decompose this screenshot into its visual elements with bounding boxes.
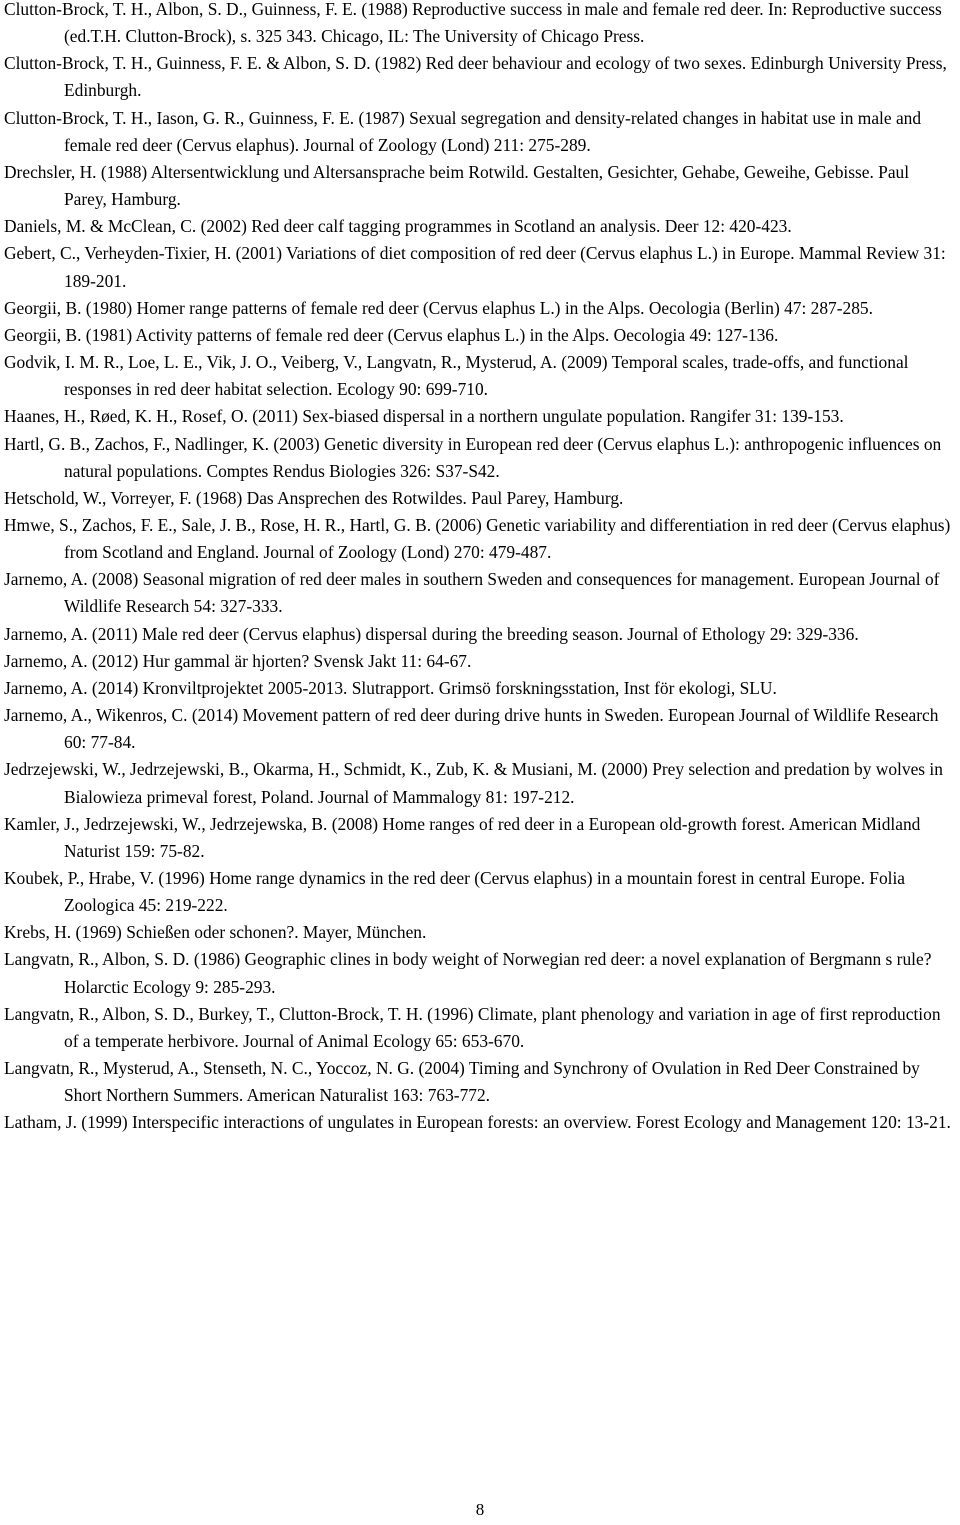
reference-entry: Jarnemo, A. (2012) Hur gammal är hjorten? Svensk Jakt 11: 64-67.: [4, 650, 472, 671]
page-number: 8: [475, 1500, 485, 1519]
reference-entry: Latham, J. (1999) Interspecific interactions of ungulates in European forests: an overview. Forest Ecology and Management 120: 13-21.: [4, 1112, 951, 1133]
reference-entry: Clutton-Brock, T. H., Guinness, F. E. & Albon, S. D. (1982) Red deer behaviour and ecology of two sexes. Edinburgh University Press, Edinburgh.: [4, 53, 947, 101]
reference-entry: Koubek, P., Hrabe, V. (1996) Home range dynamics in the red deer (Cervus elaphus) in a mountain forest in central Europe. Folia Zoologica 45: 219-222.: [4, 868, 906, 916]
reference-entry: Georgii, B. (1981) Activity patterns of female red deer (Cervus elaphus L.) in the Alps. Oecologia 49: 127-136.: [4, 324, 779, 345]
reference-entry: Krebs, H. (1969) Schießen oder schonen?. Mayer, München.: [4, 922, 427, 943]
reference-list: [4, 0, 956, 1137]
reference-entry: Hartl, G. B., Zachos, F., Nadlinger, K. (2003) Genetic diversity in European red deer (Cervus elaphus L.): anthropogenic influences on natural populations. Comptes Rendus Biologies 326: S37-S42.: [4, 433, 942, 481]
reference-entry: Jarnemo, A. (2011) Male red deer (Cervus elaphus) dispersal during the breeding season. Journal of Ethology 29: 329-336.: [4, 623, 859, 644]
reference-entry: Hetschold, W., Vorreyer, F. (1968) Das Ansprechen des Rotwildes. Paul Parey, Hamburg.: [4, 487, 624, 508]
reference-entry: Georgii, B. (1980) Homer range patterns of female red deer (Cervus elaphus L.) in the Alps. Oecologia (Berlin) 47: 287-285.: [4, 297, 873, 318]
reference-entry: Hmwe, S., Zachos, F. E., Sale, J. B., Rose, H. R., Hartl, G. B. (2006) Genetic variability and differentiation in red deer (Cervus elaphus) from Scotland and England. Journal of Zoology (Lond) 270: 479-487.: [4, 514, 951, 563]
reference-entry: Langvatn, R., Albon, S. D., Burkey, T., Clutton-Brock, T. H. (1996) Climate, plant phenology and variation in age of first reproduction of a temperate herbivore. Journal of Animal Ecology 65: 653-670.: [4, 1003, 941, 1051]
reference-entry: Clutton-Brock, T. H., Albon, S. D., Guinness, F. E. (1988) Reproductive success in male and female red deer. In: Reproductive success (ed.T.H. Clutton-Brock), s. 325 343. Chicago, IL: The University of Chicago Press.: [4, 0, 942, 47]
reference-entry: Gebert, C., Verheyden-Tixier, H. (2001) Variations of diet composition of red deer (Cervus elaphus L.) in Europe. Mammal Review 31: 189-201.: [4, 243, 946, 291]
reference-entry: Jedrzejewski, W., Jedrzejewski, B., Okarma, H., Schmidt, K., Zub, K. & Musiani, M. (2000) Prey selection and predation by wolves in Bialowieza primeval forest, Poland. Journal of Mammalogy 81: 197-212.: [4, 759, 943, 807]
reference-entry: Godvik, I. M. R., Loe, L. E., Vik, J. O., Veiberg, V., Langvatn, R., Mysterud, A. (2009) Temporal scales, trade-offs, and functional responses in red deer habitat selection. Ecology 90: 699-710.: [4, 352, 909, 400]
reference-entry: Langvatn, R., Albon, S. D. (1986) Geographic clines in body weight of Norwegian red deer: a novel explanation of Bergmann s rule? Holarctic Ecology 9: 285-293.: [4, 949, 932, 997]
reference-entry: Daniels, M. & McClean, C. (2002) Red deer calf tagging programmes in Scotland an analysis. Deer 12: 420-423.: [4, 216, 792, 237]
reference-entry: Jarnemo, A. (2008) Seasonal migration of red deer males in southern Sweden and consequences for management. European Journal of Wildlife Research 54: 327-333.: [4, 569, 940, 617]
reference-entry: Jarnemo, A. (2014) Kronviltprojektet 2005-2013. Slutrapport. Grimsö forskningsstation, Inst för ekologi, SLU.: [4, 677, 777, 698]
reference-entry: Clutton-Brock, T. H., Iason, G. R., Guinness, F. E. (1987) Sexual segregation and density-related changes in habitat use in male and female red deer (Cervus elaphus). Journal of Zoology (Lond) 211: 275-289.: [4, 107, 922, 155]
reference-entry: Kamler, J., Jedrzejewski, W., Jedrzejewska, B. (2008) Home ranges of red deer in a European old-growth forest. American Midland Naturist 159: 75-82.: [4, 813, 921, 861]
reference-entry: Haanes, H., Røed, K. H., Rosef, O. (2011) Sex-biased dispersal in a northern ungulate population. Rangifer 31: 139-153.: [4, 406, 844, 427]
reference-entry: Jarnemo, A., Wikenros, C. (2014) Movement pattern of red deer during drive hunts in Sweden. European Journal of Wildlife Research 60: 77-84.: [4, 705, 939, 753]
reference-entry: Drechsler, H. (1988) Altersentwicklung und Altersansprache beim Rotwild. Gestalten, Gesichter, Gehabe, Geweihe, Gebisse. Paul Parey, Hamburg.: [4, 161, 910, 210]
reference-entry: Langvatn, R., Mysterud, A., Stenseth, N. C., Yoccoz, N. G. (2004) Timing and Synchrony of Ovulation in Red Deer Constrained by Short Northern Summers. American Naturalist 163: 763-772.: [4, 1058, 920, 1106]
